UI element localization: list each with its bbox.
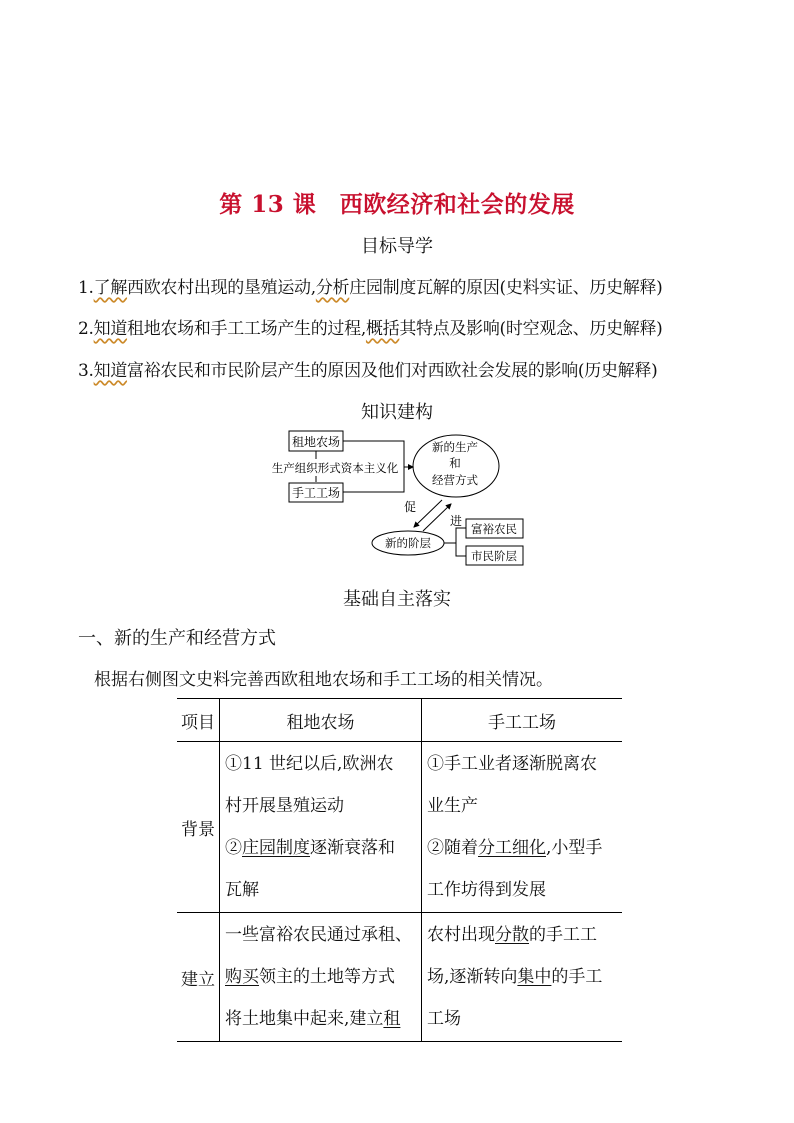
class-bracket xyxy=(456,528,466,556)
arrow-promote xyxy=(414,500,442,527)
farm-label: 租地农场 xyxy=(291,435,341,449)
table-row-background xyxy=(177,742,622,913)
objective-1: 1.了解西欧农村出现的垦殖运动,分析庄园制度瓦解的原因(史料实证、历史解释) xyxy=(78,278,663,298)
objective-2: 2.知道租地农场和手工工场产生的过程,概括其特点及影响(时空观念、历史解释) xyxy=(78,319,663,339)
objectives-heading: 目标导学 xyxy=(361,236,433,257)
background-label: 背景 xyxy=(177,742,220,913)
header-workshop: 手工工场 xyxy=(422,699,623,742)
table-row-establish xyxy=(177,913,622,1042)
establish-label: 建立 xyxy=(177,913,220,1042)
new-mode-line1: 新的生产 xyxy=(432,440,478,454)
page-title: 第 13 课 西欧经济和社会的发展 xyxy=(219,191,575,218)
advance-label: 进 xyxy=(449,514,463,528)
background-farm-cell: ①11 世纪以后,欧洲农 村开展垦殖运动 ②庄园制度逐渐衰落和 瓦解 xyxy=(220,742,422,913)
new-class-label: 新的阶层 xyxy=(385,536,431,550)
header-farm: 租地农场 xyxy=(220,699,422,742)
intro-text: 根据右侧图文史料完善西欧租地农场和手工工场的相关情况。 xyxy=(94,670,553,690)
background-workshop-cell: ①手工业者逐渐脱离农 业生产 ②随着分工细化,小型手 工作坊得到发展 xyxy=(422,742,623,913)
basics-heading: 基础自主落实 xyxy=(343,589,451,610)
workshop-label: 手工工场 xyxy=(291,486,341,500)
comparison-table xyxy=(177,698,622,1042)
capitalization-label: 生产组织形式资本主义化 xyxy=(271,461,399,475)
promote-label: 促 xyxy=(403,500,417,514)
table-header-row xyxy=(177,699,622,742)
section-1-title: 一、新的生产和经营方式 xyxy=(78,628,276,649)
knowledge-heading: 知识建构 xyxy=(361,402,433,423)
new-mode-line2: 和 xyxy=(449,456,461,470)
arrow-advance xyxy=(423,504,451,531)
rich-farmers-label: 富裕农民 xyxy=(471,522,517,536)
new-mode-line3: 经营方式 xyxy=(432,473,478,487)
establish-workshop-cell: 农村出现分散的手工工 场,逐渐转向集中的手工 工场 xyxy=(422,913,623,1042)
header-item: 项目 xyxy=(177,699,220,742)
establish-farm-cell: 一些富裕农民通过承租、 购买领主的土地等方式 将土地集中起来,建立租 xyxy=(220,913,422,1042)
objective-3: 3.知道富裕农民和市民阶层产生的原因及他们对西欧社会发展的影响(历史解释) xyxy=(78,361,658,381)
townsfolk-label: 市民阶层 xyxy=(471,549,517,563)
